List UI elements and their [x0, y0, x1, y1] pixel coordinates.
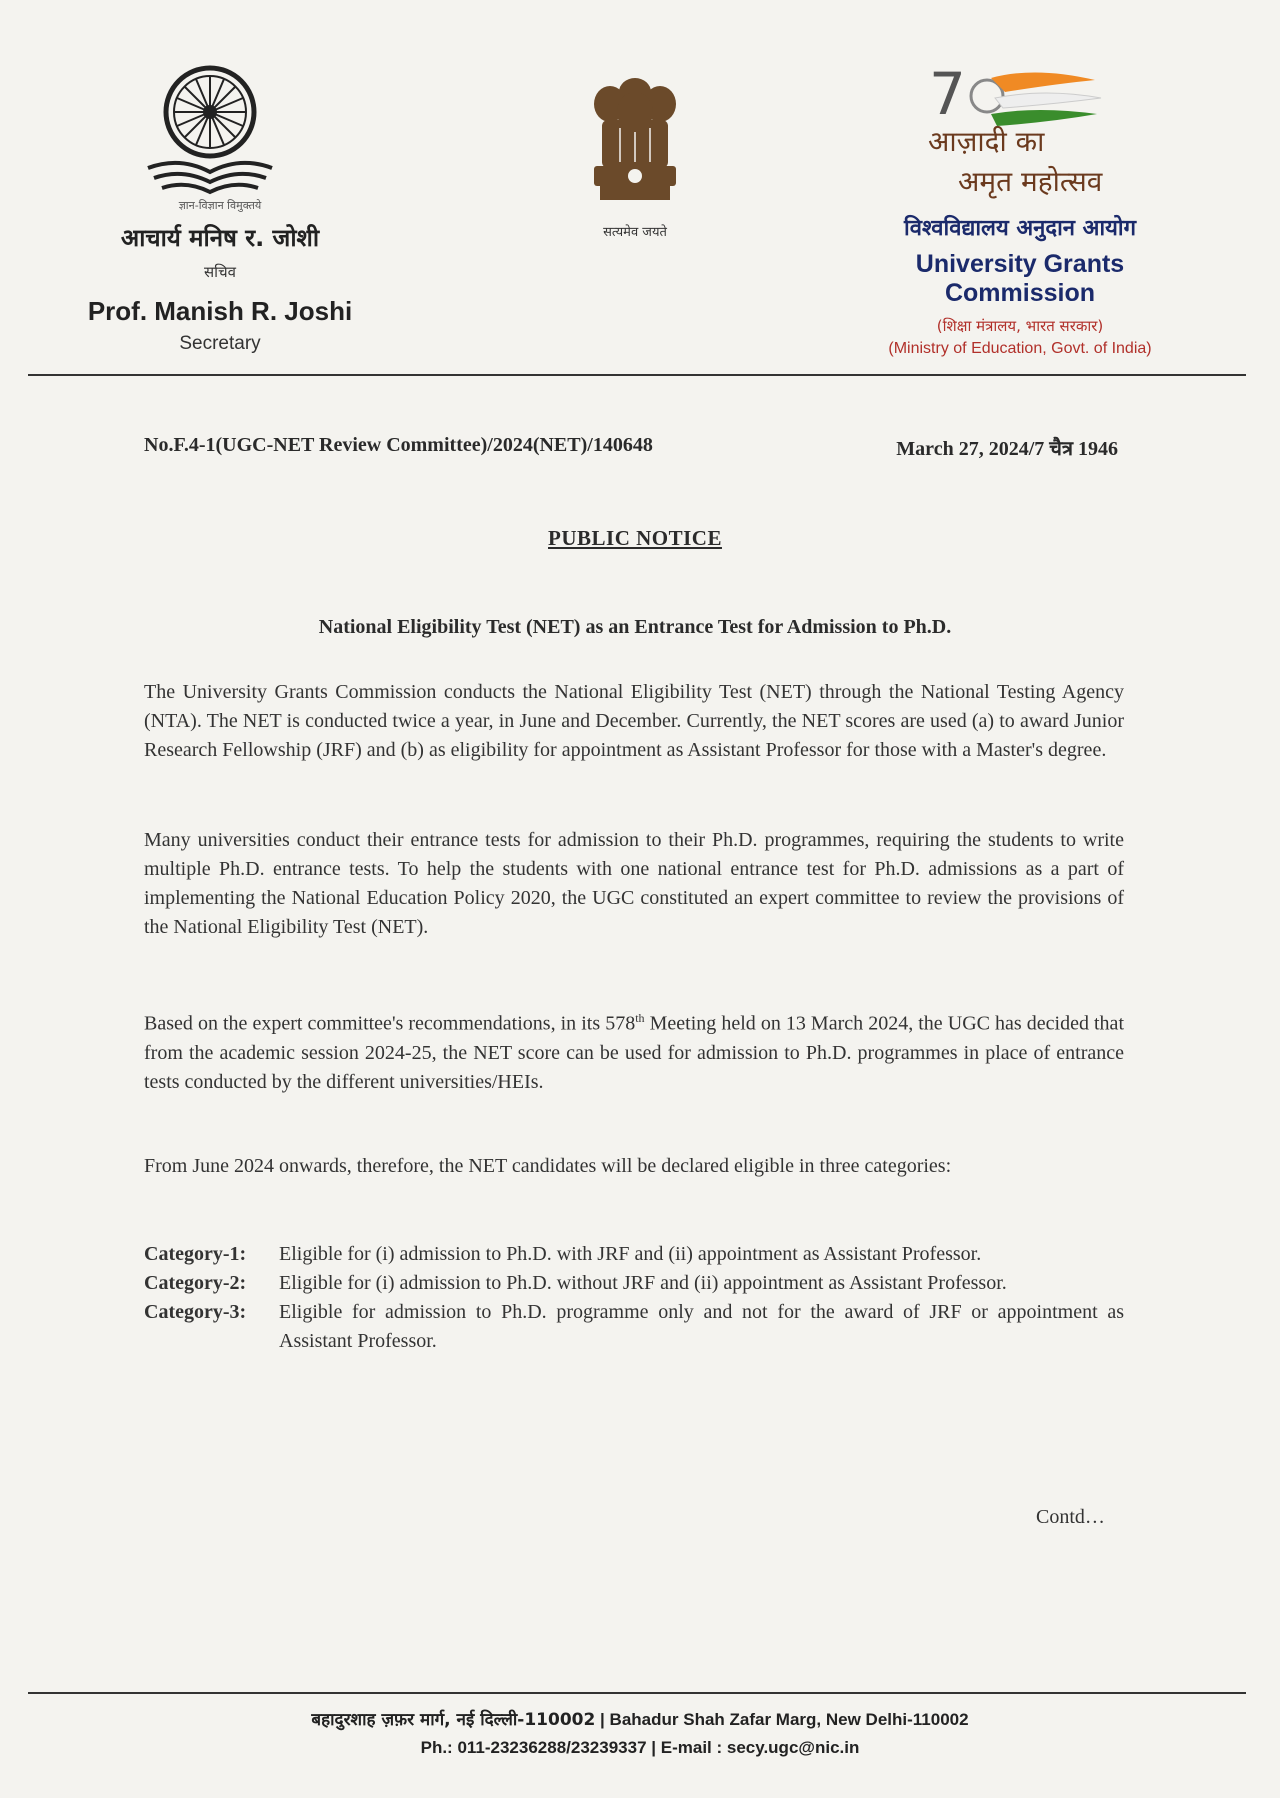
notice-date: March 27, 2024/7 चैत्र 1946	[896, 438, 1118, 460]
ministry-english: (Ministry of Education, Govt. of India)	[888, 340, 1152, 357]
phone-number: Ph.: 011-23236288/23239337	[420, 1738, 647, 1757]
ordinal-suffix: th	[635, 1011, 645, 1025]
secretary-post-hindi: सचिव	[204, 263, 236, 281]
azadi-text-line2: अमृत महोत्सव	[958, 165, 1103, 198]
ministry-hindi: (शिक्षा मंत्रालय, भारत सरकार)	[936, 317, 1104, 335]
address-english: Bahadur Shah Zafar Marg, New Delhi-110002	[609, 1710, 969, 1729]
paragraph-3-part2: Meeting held on 13 March 2024, the UGC has decided that from the academic session 2024-25, the NET score can be used for admission to Ph.D. programmes in place of entrance tests conducted by the different universities/HEIs.	[144, 1012, 1124, 1093]
footer-contact-line	[0, 1734, 1280, 1762]
secretary-name-hindi: आचार्य मनिष र. जोशी	[120, 224, 320, 252]
notice-subject: National Eligibility Test (NET) as an Entrance Test for Admission to Ph.D.	[318, 616, 952, 638]
email-address[interactable]: E-mail : secy.ugc@nic.in	[660, 1738, 860, 1757]
ugc-motto: ज्ञान-विज्ञान विमुक्तये	[178, 199, 262, 212]
footer-address-line	[0, 1706, 1280, 1734]
category-2-text: Eligible for (i) admission to Ph.D. without JRF and (ii) appointment as Assistant Professor.	[279, 1272, 1007, 1294]
svg-text:7: 7	[929, 60, 966, 128]
azadi-text-line1: आज़ादी का	[928, 125, 1045, 158]
category-list	[144, 1240, 1124, 1356]
continued-marker: Contd…	[1036, 1506, 1105, 1528]
organisation-name-hindi: विश्वविद्यालय अनुदान आयोग	[904, 216, 1136, 241]
notice-title-text: PUBLIC NOTICE	[548, 526, 722, 550]
reference-line	[144, 434, 1124, 460]
national-emblem-icon	[580, 70, 690, 220]
paragraph-2: Many universities conduct their entrance tests for admission to their Ph.D. programmes, requiring the students to write multiple Ph.D. entrance tests. To help the students with one national entrance test for Ph.D. admissions as a part of implementing the National Education Policy 2020, the UGC constituted an expert committee to review the provisions of the National Eligibility Test (NET).	[144, 829, 1124, 938]
footer-separator: |	[651, 1738, 657, 1757]
list-item	[144, 1269, 1124, 1298]
footer	[0, 1706, 1280, 1762]
paragraph-3	[144, 1004, 1124, 1097]
footer-divider	[28, 1692, 1246, 1694]
category-3-label: Category-3:	[144, 1301, 247, 1323]
list-item	[144, 1240, 1124, 1269]
category-1-text: Eligible for (i) admission to Ph.D. with JRF and (ii) appointment as Assistant Professor.	[279, 1243, 982, 1265]
paragraph-1: The University Grants Commission conducts the National Eligibility Test (NET) through the National Testing Agency (NTA). The NET is conducted twice a year, in June and December. Currently, the NET scores are used (a) to award Junior Research Fellowship (JRF) and (b) as eligibility for appointment as Assistant Professor for those with a Master's degree.	[144, 681, 1124, 761]
category-3-text: Eligible for admission to Ph.D. programme only and not for the award of JRF or appointment as Assistant Professor.	[279, 1301, 1124, 1352]
footer-separator: |	[600, 1710, 605, 1729]
category-1-label: Category-1:	[144, 1243, 247, 1265]
emblem-motto: सत्यमेव जयते	[603, 225, 667, 240]
list-item	[144, 1298, 1124, 1356]
secretary-name: Prof. Manish R. Joshi	[87, 296, 353, 326]
notice-title	[0, 526, 1270, 551]
reference-number: No.F.4-1(UGC-NET Review Committee)/2024(NET)/140648	[144, 434, 653, 456]
organisation-name: University Grants Commission	[915, 250, 1125, 307]
paragraph-3-part1: Based on the expert committee's recommendations, in its 578	[144, 1012, 636, 1035]
address-hindi: बहादुरशाह ज़फ़र मार्ग, नई दिल्ली-110002	[311, 1710, 596, 1730]
ugc-logo-icon	[130, 60, 290, 210]
paragraph-4: From June 2024 onwards, therefore, the NET candidates will be declared eligible in three categories:	[144, 1155, 952, 1177]
organisation-block	[840, 212, 1200, 358]
header-divider	[28, 374, 1246, 376]
secretary-post: Secretary	[179, 333, 261, 354]
secretary-block	[60, 198, 380, 355]
category-2-label: Category-2:	[144, 1272, 247, 1294]
